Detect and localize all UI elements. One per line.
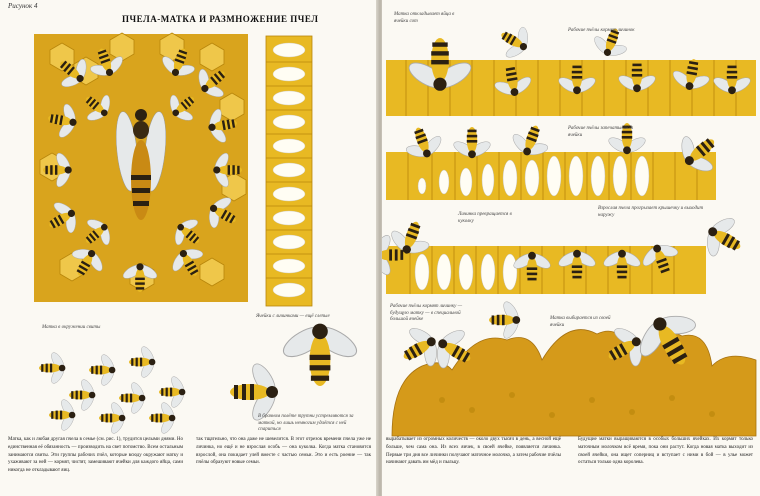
row-sealing [386, 119, 729, 200]
text-column-2: так тщательно, что она даже не шевелится. В этот отрезок времени пчела уже не личинка, но ещё и не взрослая особь — она куколка. Когда матка становится взрослой, она покидает улей вместе с частью семьи. Это и есть роение — так пчёлы образуют новые семьи. [196, 437, 371, 466]
caption-lay: Матка откладывает яйца в ячейки сот [394, 12, 455, 24]
left-page [0, 0, 378, 496]
page-title: ПЧЕЛА-МАТКА И РАЗМНОЖЕНИЕ ПЧЕЛ [122, 14, 319, 24]
egg-cells [266, 36, 312, 306]
caption-drone: В брачном полёте трутни устремляются за маткой, но лишь немногим удаётся с ней спариться [258, 414, 354, 432]
figure-label: Рисунок 4 [8, 2, 38, 10]
caption-pupa: Личинка превращается в куколку [458, 212, 512, 224]
row-pupation [382, 208, 752, 294]
text-column-1: Матка, как и любая другая пчела в семье (см. рис. 1), трудится целыми днями. Но единственная её обязанность — производить на свет потомство. Всем остальным занимаются свиты. Эти группы рабочих пчёл, которые всюду окружают матку и ухаживают за ней — кормят, чистят, замешивают ячейки для каждого яйца, сами никогда не откладывают яиц. [8, 437, 183, 473]
caption-eggs: Ячейки с личинками — ещё слепые [256, 314, 330, 319]
caption-queen-cell: Матка выбирается из своей ячейки [550, 316, 611, 328]
right-illustration [382, 0, 760, 496]
caption-royal: Рабочие пчёлы кормят личинку — будущую матку — в специальной большой ячейке [390, 304, 463, 322]
caption-seal: Рабочие пчёлы запечатывают ячейки [568, 126, 634, 138]
right-page [382, 0, 760, 496]
caption-emerge: Взрослая пчела прогрызает крышечку и выходит наружу [598, 206, 704, 218]
text-column-4: Будущие матки выращиваются в особых больших ячейках. Их кормят только маточным молочком всё время, пока они растут. Когда новая матка выходит из своей ячейки, она ищет соперниц и вступает с ними в бой — в улье может остаться только одна королева. [578, 437, 753, 466]
text-column-3: вырабатывает из огромных количеств — около двух тысяч в день, а весной ещё больше, чем сама она. Из всех яичек, в своей ячейке, появляется личинка. Первые три дня все личинки получают маточное молочко, а затем рабочие пчёлы начинают давать им мёд и пыльцу. [386, 437, 561, 466]
caption-feed: Рабочие пчёлы кормят личинок [568, 28, 635, 33]
caption-queen: Матка в окружении свиты [42, 325, 101, 330]
